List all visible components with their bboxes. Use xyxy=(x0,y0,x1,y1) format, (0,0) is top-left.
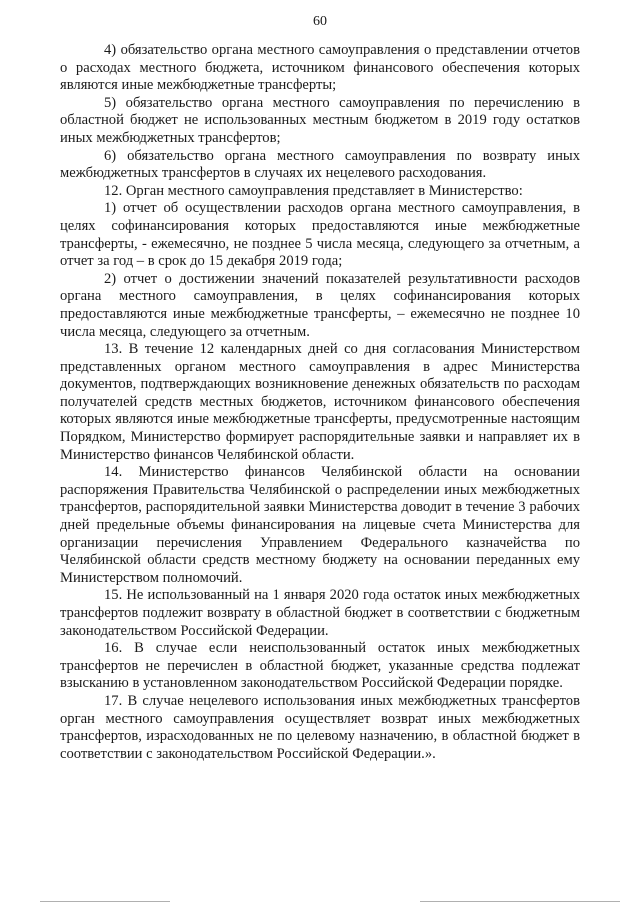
bottom-scan-edge-left xyxy=(40,901,170,902)
paragraph-clause-13: 13. В течение 12 календарных дней со дня согласования Министерством представленных органом местного самоуправления в адрес Министерства документов, подтверждающих возникновение денежных обязательств по расходам получателей средств местных бюджетов, источником финансового обеспечения которых являются иные межбюджетные трансферты, предусмотренные настоящим Порядком, Министерство формирует распорядительные заявки и направляет их в Министерство финансов Челябинской области. xyxy=(60,341,580,463)
paragraph-clause-17: 17. В случае нецелевого использования иных межбюджетных трансфертов орган местного самоуправления осуществляет возврат иных межбюджетных трансфертов, израсходованных не по целевому назначению, в областной бюджет в соответствии с законодательством Российской Федерации.». xyxy=(60,692,580,762)
paragraph-clause-12-item-2: 2) отчет о достижении значений показателей результативности расходов органа местного самоуправления, в целях софинансирования которых предоставляются иные межбюджетные трансферты, – ежемесячно не позднее 10 числа месяца, следующего за отчетным. xyxy=(60,270,580,340)
paragraph-obligation-5: 5) обязательство органа местного самоуправления по перечислению в областной бюджет не использованных местным бюджетом в 2019 году остатков иных межбюджетных трансфертов; xyxy=(60,94,580,146)
bottom-scan-edge-right xyxy=(420,901,620,902)
page-number: 60 xyxy=(313,14,327,29)
paragraph-obligation-4: 4) обязательство органа местного самоуправления о представлении отчетов о расходах местного бюджета, источником финансового обеспечения которых являются иные межбюджетные трансферты; xyxy=(60,42,580,94)
paragraph-obligation-6: 6) обязательство органа местного самоуправления по возврату иных межбюджетных трансфертов в случаях их нецелевого расходования. xyxy=(60,147,580,182)
paragraph-clause-16: 16. В случае если неиспользованный остаток иных межбюджетных трансфертов не перечислен в областной бюджет, указанные средства подлежат взысканию в установленном законодательством Российской Федерации порядке. xyxy=(60,640,580,692)
paragraph-clause-12: 12. Орган местного самоуправления представляет в Министерство: xyxy=(104,182,523,199)
document-body xyxy=(60,42,580,763)
paragraph-clause-14: 14. Министерство финансов Челябинской области на основании распоряжения Правительства Челябинской о распределении иных межбюджетных трансфертов, распорядительной заявки Министерства доводит в течение 3 рабочих дней предельные объемы финансирования на лицевые счета Министерства для организации перечисления Управлением Федерального казначейства по Челябинской области средств местному бюджету на основании переданных ему Министерством полномочий. xyxy=(60,464,580,586)
paragraph-clause-12-item-1: 1) отчет об осуществлении расходов органа местного самоуправления, в целях софинансирования которых предоставляются иные межбюджетные трансферты, - ежемесячно, не позднее 5 числа месяца, следующего за отчетным, а отчет за год – в срок до 15 декабря 2019 года; xyxy=(60,200,580,270)
paragraph-clause-15: 15. Не использованный на 1 января 2020 года остаток иных межбюджетных трансфертов подлежит возврату в областной бюджет в соответствии с бюджетным законодательством Российской Федерации. xyxy=(60,587,580,639)
